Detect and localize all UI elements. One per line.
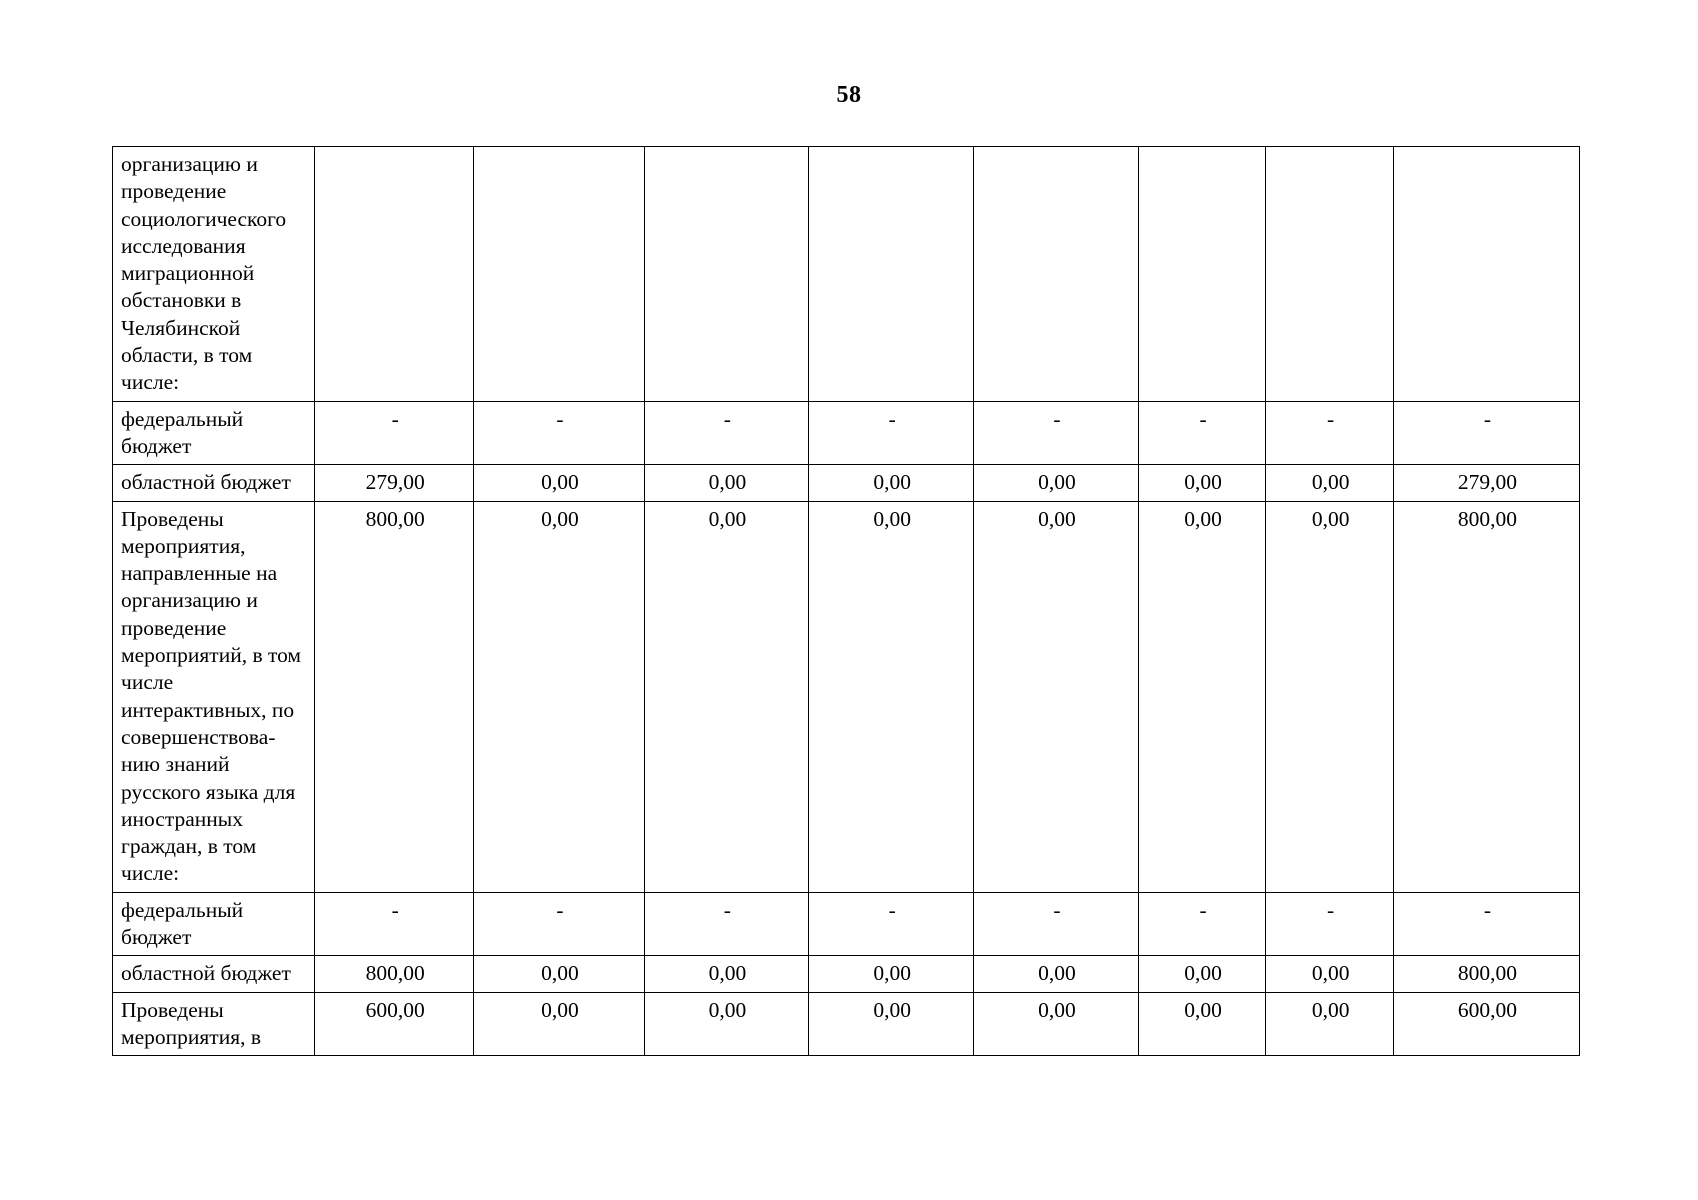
row-value: - [1393, 401, 1579, 465]
row-value [314, 147, 473, 402]
row-value: - [1266, 892, 1394, 956]
row-value: 600,00 [1393, 992, 1579, 1056]
row-label: областной бюджет [113, 956, 315, 992]
table-row [113, 992, 1580, 1056]
row-value: 0,00 [1138, 465, 1266, 501]
row-value: 0,00 [809, 992, 974, 1056]
row-label: областной бюджет [113, 465, 315, 501]
row-value: - [1266, 401, 1394, 465]
row-label: организацию и проведение социологического исследования миграционной обстановки в Челябинской области, в том числе: [113, 147, 315, 402]
row-value: 0,00 [474, 956, 644, 992]
budget-table-container [112, 146, 1580, 1056]
row-value: - [474, 892, 644, 956]
row-value: - [974, 401, 1139, 465]
row-value: - [1393, 892, 1579, 956]
row-value [974, 147, 1139, 402]
row-value: 0,00 [974, 992, 1139, 1056]
row-value: - [314, 892, 473, 956]
row-value: 0,00 [474, 501, 644, 892]
row-value: 0,00 [644, 956, 809, 992]
row-value: 0,00 [1138, 501, 1266, 892]
row-value: 0,00 [974, 465, 1139, 501]
row-value: 0,00 [974, 956, 1139, 992]
row-value: - [809, 892, 974, 956]
row-value: 800,00 [314, 501, 473, 892]
row-value: 0,00 [1266, 956, 1394, 992]
row-value: 0,00 [809, 465, 974, 501]
row-value: 0,00 [1138, 956, 1266, 992]
row-value: 0,00 [644, 501, 809, 892]
row-value: - [974, 892, 1139, 956]
row-value [1393, 147, 1579, 402]
row-value: 279,00 [314, 465, 473, 501]
row-label: Проведены мероприятия, в [113, 992, 315, 1056]
row-value: 0,00 [809, 956, 974, 992]
table-row [113, 892, 1580, 956]
row-value: 0,00 [644, 465, 809, 501]
row-label: Проведены мероприятия, направленные на организацию и проведение мероприятий, в том числе интерактивных, по совершенствова-нию знаний русского языка для иностранных граждан, в том числе: [113, 501, 315, 892]
row-value: 0,00 [644, 992, 809, 1056]
row-value: 0,00 [1266, 501, 1394, 892]
table-row [113, 465, 1580, 501]
row-value: 0,00 [1138, 992, 1266, 1056]
row-value: 0,00 [1266, 992, 1394, 1056]
page-number: 58 [836, 82, 862, 108]
row-value: 800,00 [314, 956, 473, 992]
budget-table [112, 146, 1580, 1056]
table-row [113, 147, 1580, 402]
row-value: 0,00 [474, 992, 644, 1056]
row-value [1266, 147, 1394, 402]
row-value: - [809, 401, 974, 465]
row-value: 0,00 [1266, 465, 1394, 501]
row-value: - [474, 401, 644, 465]
row-value: 800,00 [1393, 956, 1579, 992]
row-value: - [314, 401, 473, 465]
table-row [113, 501, 1580, 892]
row-label: федеральный бюджет [113, 892, 315, 956]
row-value [644, 147, 809, 402]
row-value: 279,00 [1393, 465, 1579, 501]
table-row [113, 401, 1580, 465]
row-value [809, 147, 974, 402]
row-value: - [644, 401, 809, 465]
row-value: 0,00 [974, 501, 1139, 892]
row-value: - [644, 892, 809, 956]
row-label: федеральный бюджет [113, 401, 315, 465]
row-value: 600,00 [314, 992, 473, 1056]
table-row [113, 956, 1580, 992]
row-value [474, 147, 644, 402]
row-value: 0,00 [809, 501, 974, 892]
row-value: 800,00 [1393, 501, 1579, 892]
row-value [1138, 147, 1266, 402]
row-value: - [1138, 401, 1266, 465]
row-value: - [1138, 892, 1266, 956]
row-value: 0,00 [474, 465, 644, 501]
